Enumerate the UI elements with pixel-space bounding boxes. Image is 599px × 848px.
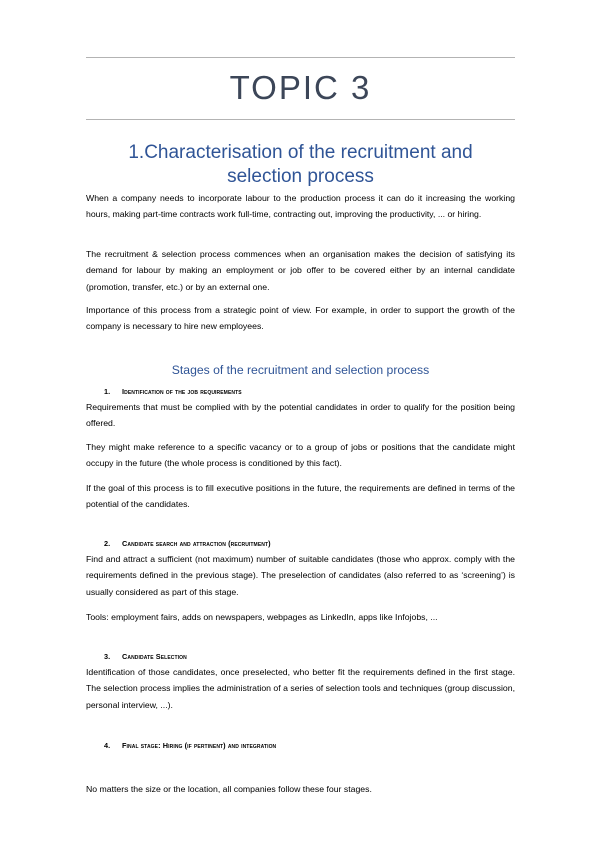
stage-1-paragraph: Requirements that must be complied with by the potential candidates in order to qualify for the position being offered. xyxy=(86,402,515,429)
stage-number: 4. xyxy=(104,741,111,750)
stage-title: Identification of the job requirements xyxy=(122,387,242,396)
stage-title: Candidate search and attraction (recruitment) xyxy=(122,539,271,548)
stage-2-title xyxy=(104,538,271,550)
section-heading-line1: Characterisation of the recruitment and xyxy=(144,142,473,163)
stage-4-title xyxy=(104,740,276,752)
stage-2-paragraph: Tools: employment fairs, adds on newspapers, webpages as LinkedIn, apps like Infojobs, ... xyxy=(86,612,438,622)
stage-title: Final stage: Hiring (if pertinent) and integration xyxy=(122,741,277,750)
stage-2-paragraph: Find and attract a sufficient (not maximum) number of suitable candidates (those who approx. comply with the requirements defined in the previous stage). The preselection of candidates (also referred to as ‘screening’) is usually considered as part of this stage. xyxy=(86,554,515,597)
section-heading xyxy=(86,141,515,189)
stage-number: 2. xyxy=(104,539,111,548)
page-title: TOPIC 3 xyxy=(229,69,372,106)
closing-paragraph: No matters the size or the location, all companies follow these four stages. xyxy=(86,784,372,794)
section-heading-line2: selection process xyxy=(227,166,374,187)
stage-title: Candidate Selection xyxy=(122,652,187,661)
stage-3-paragraph: Identification of those candidates, once preselected, who better fit the requirements defined in the first stage. The selection process implies the administration of a series of selection tools and techniques (group discussion, personal interview, ...). xyxy=(86,667,515,710)
intro-paragraph: Importance of this process from a strategic point of view. For example, in order to support the growth of the company is necessary to hire new employees. xyxy=(86,305,515,332)
stage-1-title xyxy=(104,386,242,398)
intro-paragraph: The recruitment & selection process commences when an organisation makes the decision of satisfying its demand for labour by making an employment or job offer to be covered either by an internal candidate (promotion, transfer, etc.) or by an external one. xyxy=(86,249,515,292)
stage-number: 3. xyxy=(104,652,111,661)
stage-1-paragraph: They might make reference to a specific vacancy or to a group of jobs or positions that the candidate might occupy in the future (the whole process is conditioned by this fact). xyxy=(86,442,515,469)
stage-number: 1. xyxy=(104,387,111,396)
title-top-rule xyxy=(86,57,515,58)
stages-heading: Stages of the recruitment and selection process xyxy=(171,363,430,377)
title-bottom-rule xyxy=(86,119,515,120)
stage-1-paragraph: If the goal of this process is to fill executive positions in the future, the requirements are defined in terms of the potential of the candidates. xyxy=(86,483,515,510)
section-number: 1. xyxy=(128,142,145,163)
intro-paragraph: When a company needs to incorporate labour to the production process it can do it increasing the working hours, making part-time contracts work full-time, contracting out, improving the productivity, ... or hiring. xyxy=(86,193,515,220)
stage-3-title xyxy=(104,651,187,663)
